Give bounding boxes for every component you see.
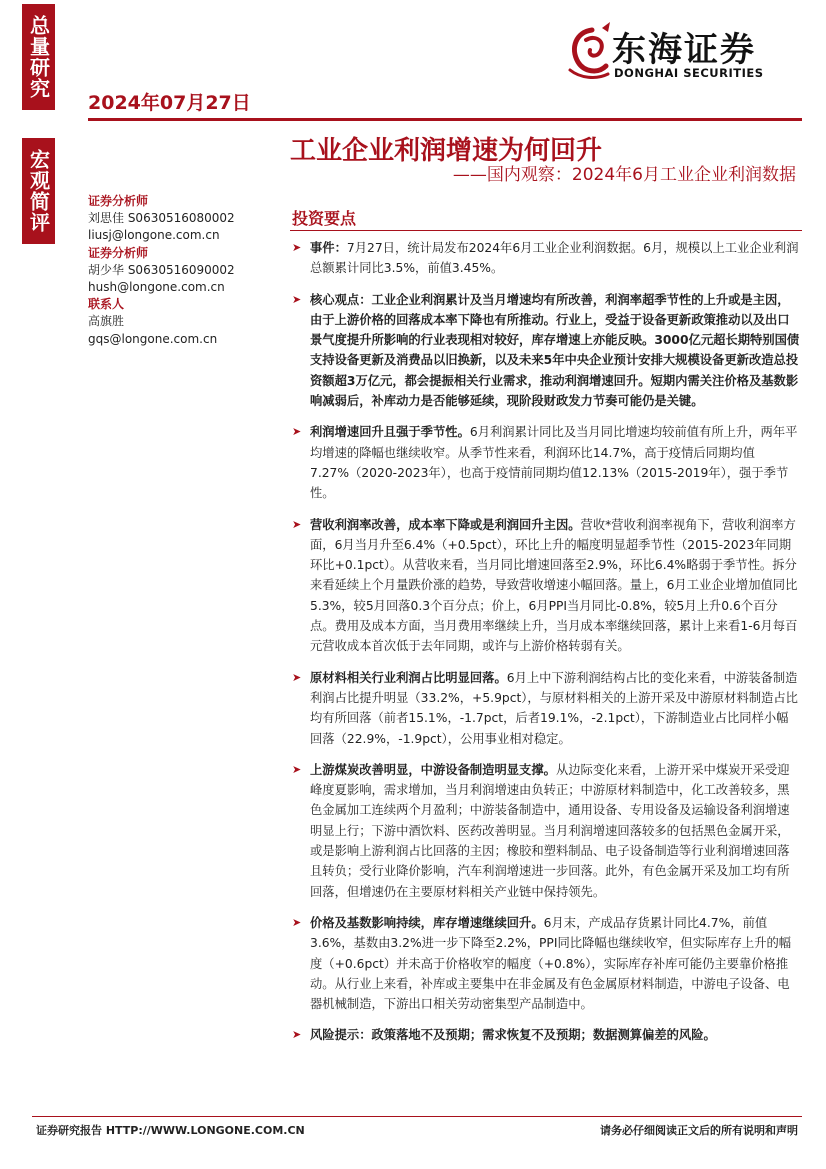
footer-disclaimer: 请务必仔细阅读正文后的所有说明和声明 — [600, 1124, 798, 1137]
logo-english-name: DONGHAI SECURITIES — [614, 66, 764, 80]
key-point-item — [292, 668, 800, 749]
section-divider — [290, 230, 802, 231]
page-subtitle: ——国内观察：2024年6月工业企业利润数据 — [452, 165, 796, 185]
analyst-email[interactable]: liusj@longone.com.cn — [88, 228, 220, 243]
key-point-lead: 原材料相关行业利润占比明显回落。 — [310, 670, 507, 685]
analyst-panel — [88, 193, 268, 348]
triangle-right-icon: ➤ — [292, 670, 302, 684]
key-point-text: 工业企业利润累计及当月增速均有所改善，利润率超季节性的上升或是主因，由于上游价格的回落成本率下降也有所推动。行业上，受益于设备更新政策推动以及出口景气度提升所影响的行业表现相对较好，库存增速上亦能反映。3000亿元超长期特别国债支持设备更新及消费品以旧换新，以及未来5年中央企业预计安排大规模设备更新改造总投资额超3万亿元，都会提振相关行业需求，推动利润增速回升。短期内需关注价格及基数影响减弱后，补库动力是否能够延续，现阶段财政发力节奏可能仍是关键。 — [310, 292, 800, 409]
analyst-role: 证券分析师 — [88, 245, 149, 260]
key-point-lead: 事件： — [310, 241, 347, 255]
footer-divider — [32, 1116, 802, 1117]
footer-website[interactable]: 证券研究报告 HTTP://WWW.LONGONE.COM.CN — [36, 1124, 305, 1137]
key-point-text: 6月末，产成品存货累计同比4.7%，前值3.6%，基数由3.2%进一步下降至2.2%，PPI同比降幅也继续收窄，但实际库存上升的幅度（+0.6pct）并未高于价格收窄的幅度（+0.8%），实际库存补库可能仍主要靠价格推动。从行业上来看，补库或主要集中在非金属及有色金属原材料制造，中游电子设备、电器机械制造，下游出口相关劳动密集型产品制造中。 — [310, 915, 792, 1012]
key-point-item — [292, 238, 800, 279]
key-point-item — [292, 1025, 800, 1045]
triangle-right-icon: ➤ — [292, 915, 302, 929]
key-point-text: 6月上中下游利润结构占比的变化来看，中游装备制造利润占比提升明显（33.2%，+5.9pct），与原材料相关的上游开采及中游原材料制造占比均有所回落（前者15.1%，-1.7pct，后者19.1%，-2.1pct），下游制造业占比同样小幅回落（22.9%，-1.9pct），公用事业相对稳定。 — [310, 670, 798, 746]
key-point-item — [292, 290, 800, 412]
header-divider — [88, 118, 802, 121]
key-point-text: 6月利润累计同比及当月同比增速均较前值有所上升，两年平均增速的降幅也继续收窄。从季节性来看，利润环比14.7%，高于疫情后同期均值7.27%（2020-2023年），也高于疫情前同期均值12.13%（2015-2019年），强于季节性。 — [310, 425, 798, 501]
triangle-right-icon: ➤ — [292, 241, 302, 254]
key-points-list — [292, 238, 800, 1057]
key-point-lead: 风险提示： — [310, 1028, 372, 1043]
key-point-item — [292, 515, 800, 657]
contact-email[interactable]: gqs@longone.com.cn — [88, 331, 218, 346]
key-point-text: 政策落地不及预期；需求恢复不及预期；数据测算偏差的风险。 — [371, 1028, 716, 1043]
key-point-item — [292, 422, 800, 503]
category-tab: 总量研究 — [22, 4, 55, 110]
triangle-right-icon: ➤ — [292, 292, 302, 306]
key-point-text: 营收*营收利润率视角下，营收利润率方面，6月当月升至6.4%（+0.5pct），环比上升的幅度明显超季节性（2015-2023年同期环比+0.1pct）。从营收来看，当月同比增速回落至2.9%，环比6.4%略弱于季节性。拆分来看延续上个月量跌价涨的趋势，导致营收增速小幅回落。量上，6月工业企业增加值同比5.3%，较5月回落0.3个百分点；价上，6月PPI当月同比-0.8%，较5月上升0.6个百分点。费用及成本方面，当月费用率继续上升，当月成本率继续回落，累计上来看1-6月每百元营收成本首次低于去年同期，或许与上游价格转弱有关。 — [310, 517, 798, 654]
analyst-block — [88, 245, 268, 297]
key-point-lead: 价格及基数影响持续，库存增速继续回升。 — [310, 915, 544, 930]
analyst-role: 证券分析师 — [88, 194, 149, 208]
report-date: 2024年07月27日 — [88, 92, 251, 114]
key-point-lead: 利润增速回升且强于季节性。 — [310, 425, 470, 440]
page-title: 工业企业利润增速为何回升 — [290, 136, 603, 166]
analyst-name: 刘思佳 S0630516080002 — [88, 211, 235, 226]
key-point-text: 从边际变化来看，上游开采中煤炭开采受迎峰度夏影响，需求增加，当月利润增速由负转正；中游原材料制造中，化工改善较多，黑色金属加工连续两个月盈利；中游装备制造中，通用设备、专用设备及运输设备利润增速明显上行；下游中酒饮料、医药改善明显。当月利润增速回落较多的包括黑色金属开采，或是影响上游利润占比回落的主因；橡胶和塑料制品、电子设备制造等行业利润增速回落且转负；受行业降价影响，汽车利润增速进一步回落。此外，有色金属开采及加工均有所回落，但增速仍在主要原材料相关产业链中保持领先。 — [310, 762, 790, 899]
key-point-item — [292, 760, 800, 902]
key-point-lead: 营收利润率改善，成本率下降或是利润回升主因。 — [310, 517, 581, 532]
triangle-right-icon: ➤ — [292, 425, 302, 439]
key-point-lead: 核心观点： — [310, 292, 372, 307]
analyst-email[interactable]: hush@longone.com.cn — [88, 280, 225, 295]
triangle-right-icon: ➤ — [292, 517, 302, 531]
logo-chinese-name: 东海证券 — [612, 30, 756, 70]
key-point-lead: 上游煤炭改善明显，中游设备制造明显支撑。 — [310, 762, 556, 777]
analyst-name: 胡少华 S0630516090002 — [88, 262, 235, 277]
analyst-block — [88, 296, 268, 348]
report-type-tab: 宏观简评 — [22, 138, 55, 244]
contact-name: 高旗胜 — [88, 314, 125, 329]
key-point-text: 7月27日，统计局发布2024年6月工业企业利润数据。6月，规模以上工业企业利润总额累计同比3.5%，前值3.45%。 — [310, 241, 799, 276]
triangle-right-icon: ➤ — [292, 762, 302, 776]
contact-role: 联系人 — [88, 297, 125, 312]
section-heading: 投资要点 — [292, 209, 357, 228]
key-point-item — [292, 913, 800, 1014]
analyst-block — [88, 193, 268, 245]
triangle-right-icon: ➤ — [292, 1028, 302, 1042]
